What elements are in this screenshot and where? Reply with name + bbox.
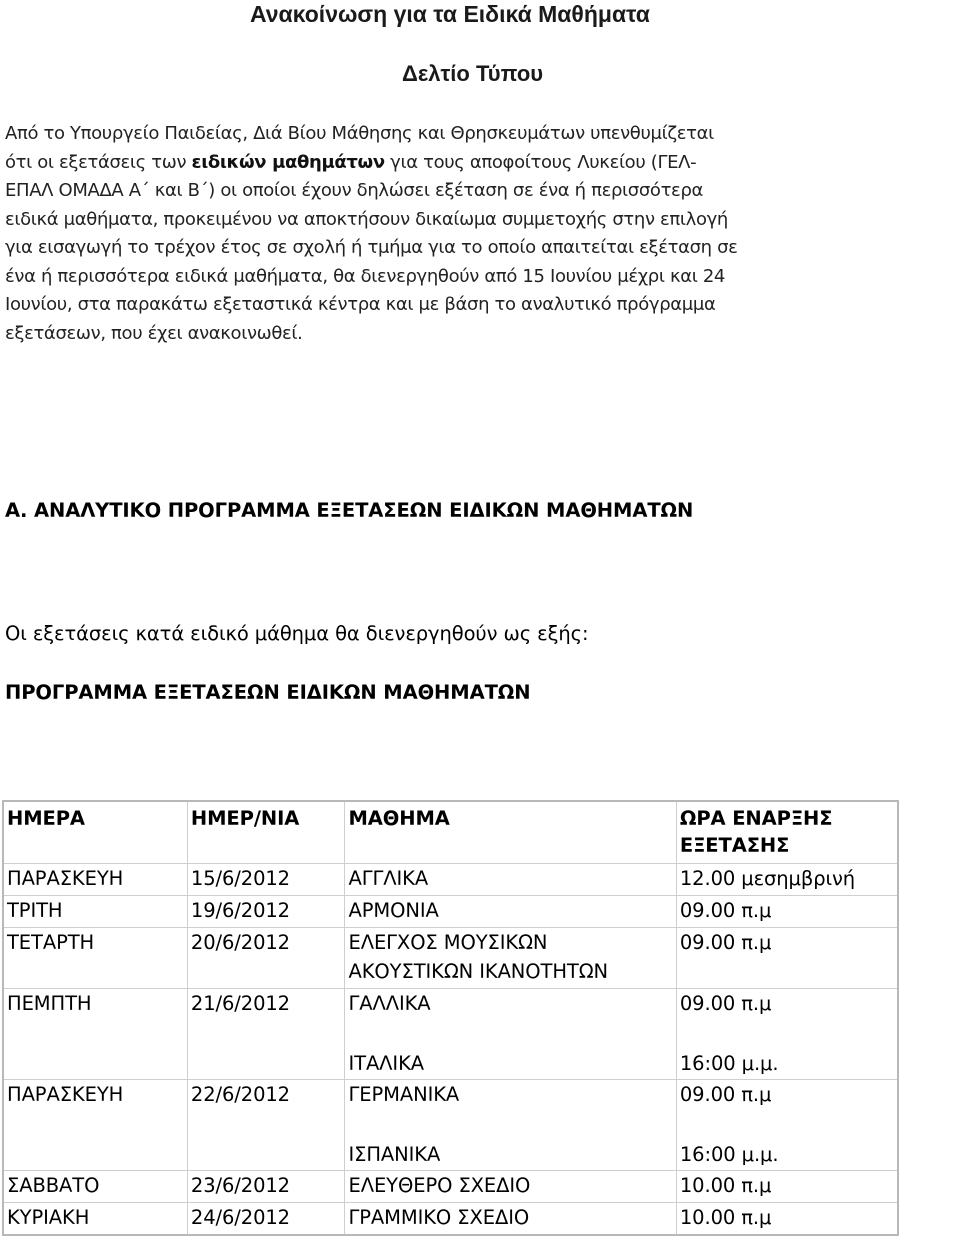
- cell-subject-first: ΓΑΛΛΙΚΑ: [348, 992, 431, 1015]
- intro-line-text: ότι οι εξετάσεις των: [5, 151, 192, 173]
- table-row: [3, 864, 898, 896]
- cell-day: ΠΑΡΑΣΚΕΥΗ: [3, 1080, 187, 1171]
- table-row: [3, 1080, 898, 1171]
- cell-date: 22/6/2012: [187, 1080, 345, 1171]
- press-release-subtitle: Δελτίο Τύπου: [402, 61, 544, 86]
- table-row: [3, 928, 898, 989]
- cell-subject: [345, 1080, 676, 1171]
- cell-time-second: 16:00 μ.μ.: [679, 1143, 779, 1166]
- program-heading: ΠΡΟΓΡΑΜΜΑ ΕΞΕΤΑΣΕΩΝ ΕΙΔΙΚΩΝ ΜΑΘΗΜΑΤΩΝ: [5, 681, 531, 704]
- cell-time-second: 16:00 μ.μ.: [679, 1052, 779, 1075]
- header-start-time: [676, 801, 898, 864]
- exam-schedule-table: [2, 800, 899, 1236]
- header-subject: ΜΑΘΗΜΑ: [345, 801, 676, 864]
- cell-subject-first: ΓΕΡΜΑΝΙΚΑ: [348, 1083, 460, 1106]
- table-row: [3, 896, 898, 928]
- cell-day: ΣΑΒΒΑΤΟ: [3, 1171, 187, 1203]
- cell-day: ΤΡΙΤΗ: [3, 896, 187, 928]
- table-row: [3, 1171, 898, 1203]
- cell-day: ΠΕΜΠΤΗ: [3, 989, 187, 1080]
- cell-date: 19/6/2012: [187, 896, 345, 928]
- cell-date: 20/6/2012: [187, 928, 345, 989]
- intro-line: Από το Υπουργείο Παιδείας, Διά Βίου Μάθησης και Θρησκευμάτων υπενθυμίζεται: [5, 123, 714, 144]
- schedule-lead-text: Οι εξετάσεις κατά ειδικό μάθημα θα διενεργηθούν ως εξής:: [5, 622, 589, 645]
- cell-subject: ΓΡΑΜΜΙΚΟ ΣΧΕΔΙΟ: [345, 1203, 676, 1236]
- section-heading: Α. ΑΝΑΛΥΤΙΚΟ ΠΡΟΓΡΑΜΜΑ ΕΞΕΤΑΣΕΩΝ ΕΙΔΙΚΩΝ ΜΑΘΗΜΑΤΩΝ: [5, 499, 694, 522]
- cell-subject-line1: ΕΛΕΓΧΟΣ ΜΟΥΣΙΚΩΝ: [348, 931, 548, 954]
- cell-time: 12.00 μεσημβρινή: [676, 864, 898, 896]
- cell-time: [676, 1080, 898, 1171]
- cell-day: ΤΕΤΑΡΤΗ: [3, 928, 187, 989]
- cell-subject-second: ΙΣΠΑΝΙΚΑ: [348, 1143, 441, 1166]
- cell-time: 09.00 π.μ: [676, 928, 898, 989]
- intro-line: ένα ή περισσότερα ειδικά μαθήματα, θα διενεργηθούν από 15 Ιουνίου μέχρι και 24: [5, 265, 726, 287]
- cell-time-first: 09.00 π.μ: [679, 992, 772, 1015]
- cell-time: [676, 989, 898, 1080]
- header-day: ΗΜΕΡΑ: [3, 801, 187, 864]
- intro-line: για εισαγωγή το τρέχον έτος σε σχολή ή τμήμα για το οποίο απαιτείται εξέταση σε: [5, 237, 738, 258]
- intro-line: Ιουνίου, στα παρακάτω εξεταστικά κέντρα και με βάση το αναλυτικό πρόγραμμα: [5, 294, 716, 315]
- cell-date: 21/6/2012: [187, 989, 345, 1080]
- intro-line-text: για τους αποφοίτους Λυκείου (ΓΕΛ-: [384, 151, 697, 173]
- table-row: [3, 1203, 898, 1236]
- cell-time-first: 09.00 π.μ: [679, 1083, 772, 1106]
- intro-line: εξετάσεων, που έχει ανακοινωθεί.: [5, 322, 303, 344]
- cell-date: 23/6/2012: [187, 1171, 345, 1203]
- cell-time: 09.00 π.μ: [676, 896, 898, 928]
- cell-subject: ΑΓΓΛΙΚΑ: [345, 864, 676, 896]
- cell-subject: [345, 989, 676, 1080]
- cell-time: 10.00 π.μ: [676, 1203, 898, 1236]
- intro-line: ΕΠΑΛ ΟΜΑΔΑ Α΄ και Β΄) οι οποίοι έχουν δηλώσει εξέταση σε ένα ή περισσότερα: [5, 180, 704, 201]
- cell-day: ΚΥΡΙΑΚΗ: [3, 1203, 187, 1236]
- intro-line: [5, 149, 957, 178]
- table-row: [3, 989, 898, 1080]
- intro-paragraph: [5, 120, 957, 348]
- cell-date: 15/6/2012: [187, 864, 345, 896]
- cell-date: 24/6/2012: [187, 1203, 345, 1236]
- cell-day: ΠΑΡΑΣΚΕΥΗ: [3, 864, 187, 896]
- cell-subject: [345, 928, 676, 989]
- cell-subject: ΑΡΜΟΝΙΑ: [345, 896, 676, 928]
- table-header-row: [3, 801, 898, 864]
- cell-subject: ΕΛΕΥΘΕΡΟ ΣΧΕΔΙΟ: [345, 1171, 676, 1203]
- cell-time: 10.00 π.μ: [676, 1171, 898, 1203]
- header-start-time-line1: ΩΡΑ ΕΝΑΡΞΗΣ: [679, 807, 833, 830]
- intro-line: ειδικά μαθήματα, προκειμένου να αποκτήσουν δικαίωμα συμμετοχής στην επιλογή: [5, 208, 728, 230]
- document-title: Ανακοίνωση για τα Ειδικά Μαθήματα: [250, 1, 650, 27]
- cell-subject-line2: ΑΚΟΥΣΤΙΚΩΝ ΙΚΑΝΟΤΗΤΩΝ: [348, 960, 609, 983]
- header-start-time-line2: ΕΞΕΤΑΣΗΣ: [679, 834, 790, 857]
- cell-subject-second: ΙΤΑΛΙΚΑ: [348, 1052, 425, 1075]
- header-date: ΗΜΕΡ/ΝΙΑ: [187, 801, 345, 864]
- intro-emphasis: ειδικών μαθημάτων: [191, 151, 385, 173]
